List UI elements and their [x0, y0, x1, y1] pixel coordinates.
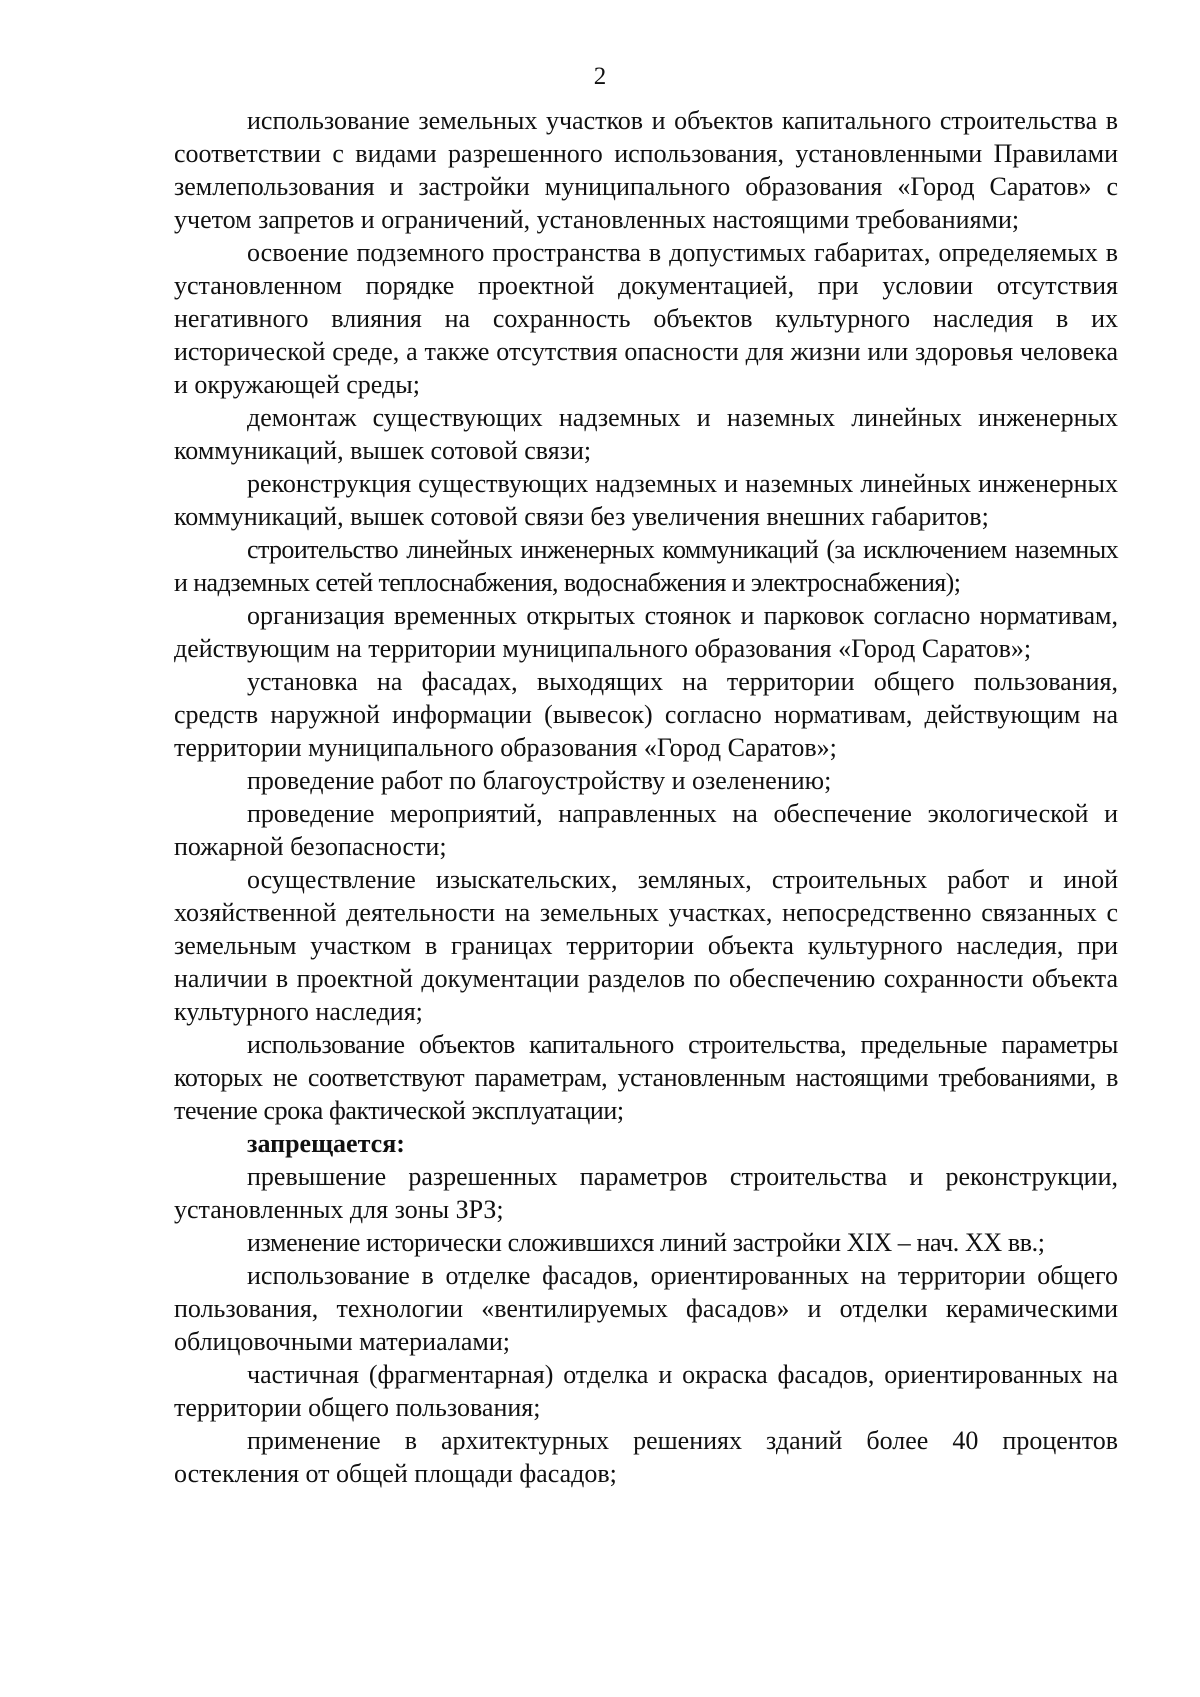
paragraph-dismantling: демонтаж существующих надземных и наземных линейных инженерных коммуникаций, вышек сотовой связи;	[174, 403, 1118, 465]
paragraph-survey-works: осуществление изыскательских, земляных, строительных работ и иной хозяйственной деятельности на земельных участках, непосредственно связанных с земельным участком в границах территории объекта культурного наследия, при наличии в проектной документации разделов по обеспечению сохранности объекта культурного наследия;	[174, 865, 1118, 1026]
paragraph-existing-buildings: использование объектов капитального строительства, предельные параметры которых не соответствуют параметрам, установленным настоящими требованиями, в течение срока фактической эксплуатации;	[174, 1030, 1118, 1125]
paragraph-signage: установка на фасадах, выходящих на территории общего пользования, средств наружной информации (вывесок) согласно нормативам, действующим на территории муниципального образования «Город Саратов»;	[174, 667, 1118, 762]
paragraph-safety-measures: проведение мероприятий, направленных на обеспечение экологической и пожарной безопасности;	[174, 799, 1118, 861]
paragraph-temporary-parking: организация временных открытых стоянок и парковок согласно нормативам, действующим на территории муниципального образования «Город Саратов»;	[174, 601, 1118, 663]
paragraph-land-use: использование земельных участков и объектов капитального строительства в соответствии с видами разрешенного использования, установленными Правилами землепользования и застройки муниципального образования «Город Саратов» с учетом запретов и ограничений, установленных настоящими требованиями;	[174, 106, 1118, 234]
paragraph-glazing: применение в архитектурных решениях зданий более 40 процентов остекления от общей площади фасадов;	[174, 1426, 1118, 1488]
document-body	[174, 104, 1118, 1490]
page-number: 2	[593, 63, 607, 90]
paragraph-reconstruction: реконструкция существующих надземных и наземных линейных инженерных коммуникаций, вышек сотовой связи без увеличения внешних габаритов;	[174, 469, 1118, 531]
paragraph-underground-space: освоение подземного пространства в допустимых габаритах, определяемых в установленном порядке проектной документацией, при условии отсутствия негативного влияния на сохранность объектов культурного наследия в их исторической среде, а также отсутствия опасности для жизни или здоровья человека и окружающей среды;	[174, 238, 1118, 399]
paragraph-landscaping: проведение работ по благоустройству и озеленению;	[247, 766, 832, 795]
paragraph-exceeding-parameters: превышение разрешенных параметров строительства и реконструкции, установленных для зоны ЗРЗ;	[174, 1162, 1118, 1224]
paragraph-building-lines: изменение исторически сложившихся линий застройки XIX – нач. XX вв.;	[247, 1228, 1045, 1257]
paragraph-facade-finishing: использование в отделке фасадов, ориентированных на территории общего пользования, технологии «вентилируемых фасадов» и отделки керамическими облицовочными материалами;	[174, 1261, 1118, 1356]
paragraph-partial-finishing: частичная (фрагментарная) отделка и окраска фасадов, ориентированных на территории общего пользования;	[174, 1360, 1118, 1422]
section-heading-prohibited: запрещается:	[247, 1129, 405, 1158]
paragraph-construction-utilities: строительство линейных инженерных коммуникаций (за исключением наземных и надземных сетей теплоснабжения, водоснабжения и электроснабжения);	[174, 535, 1118, 597]
